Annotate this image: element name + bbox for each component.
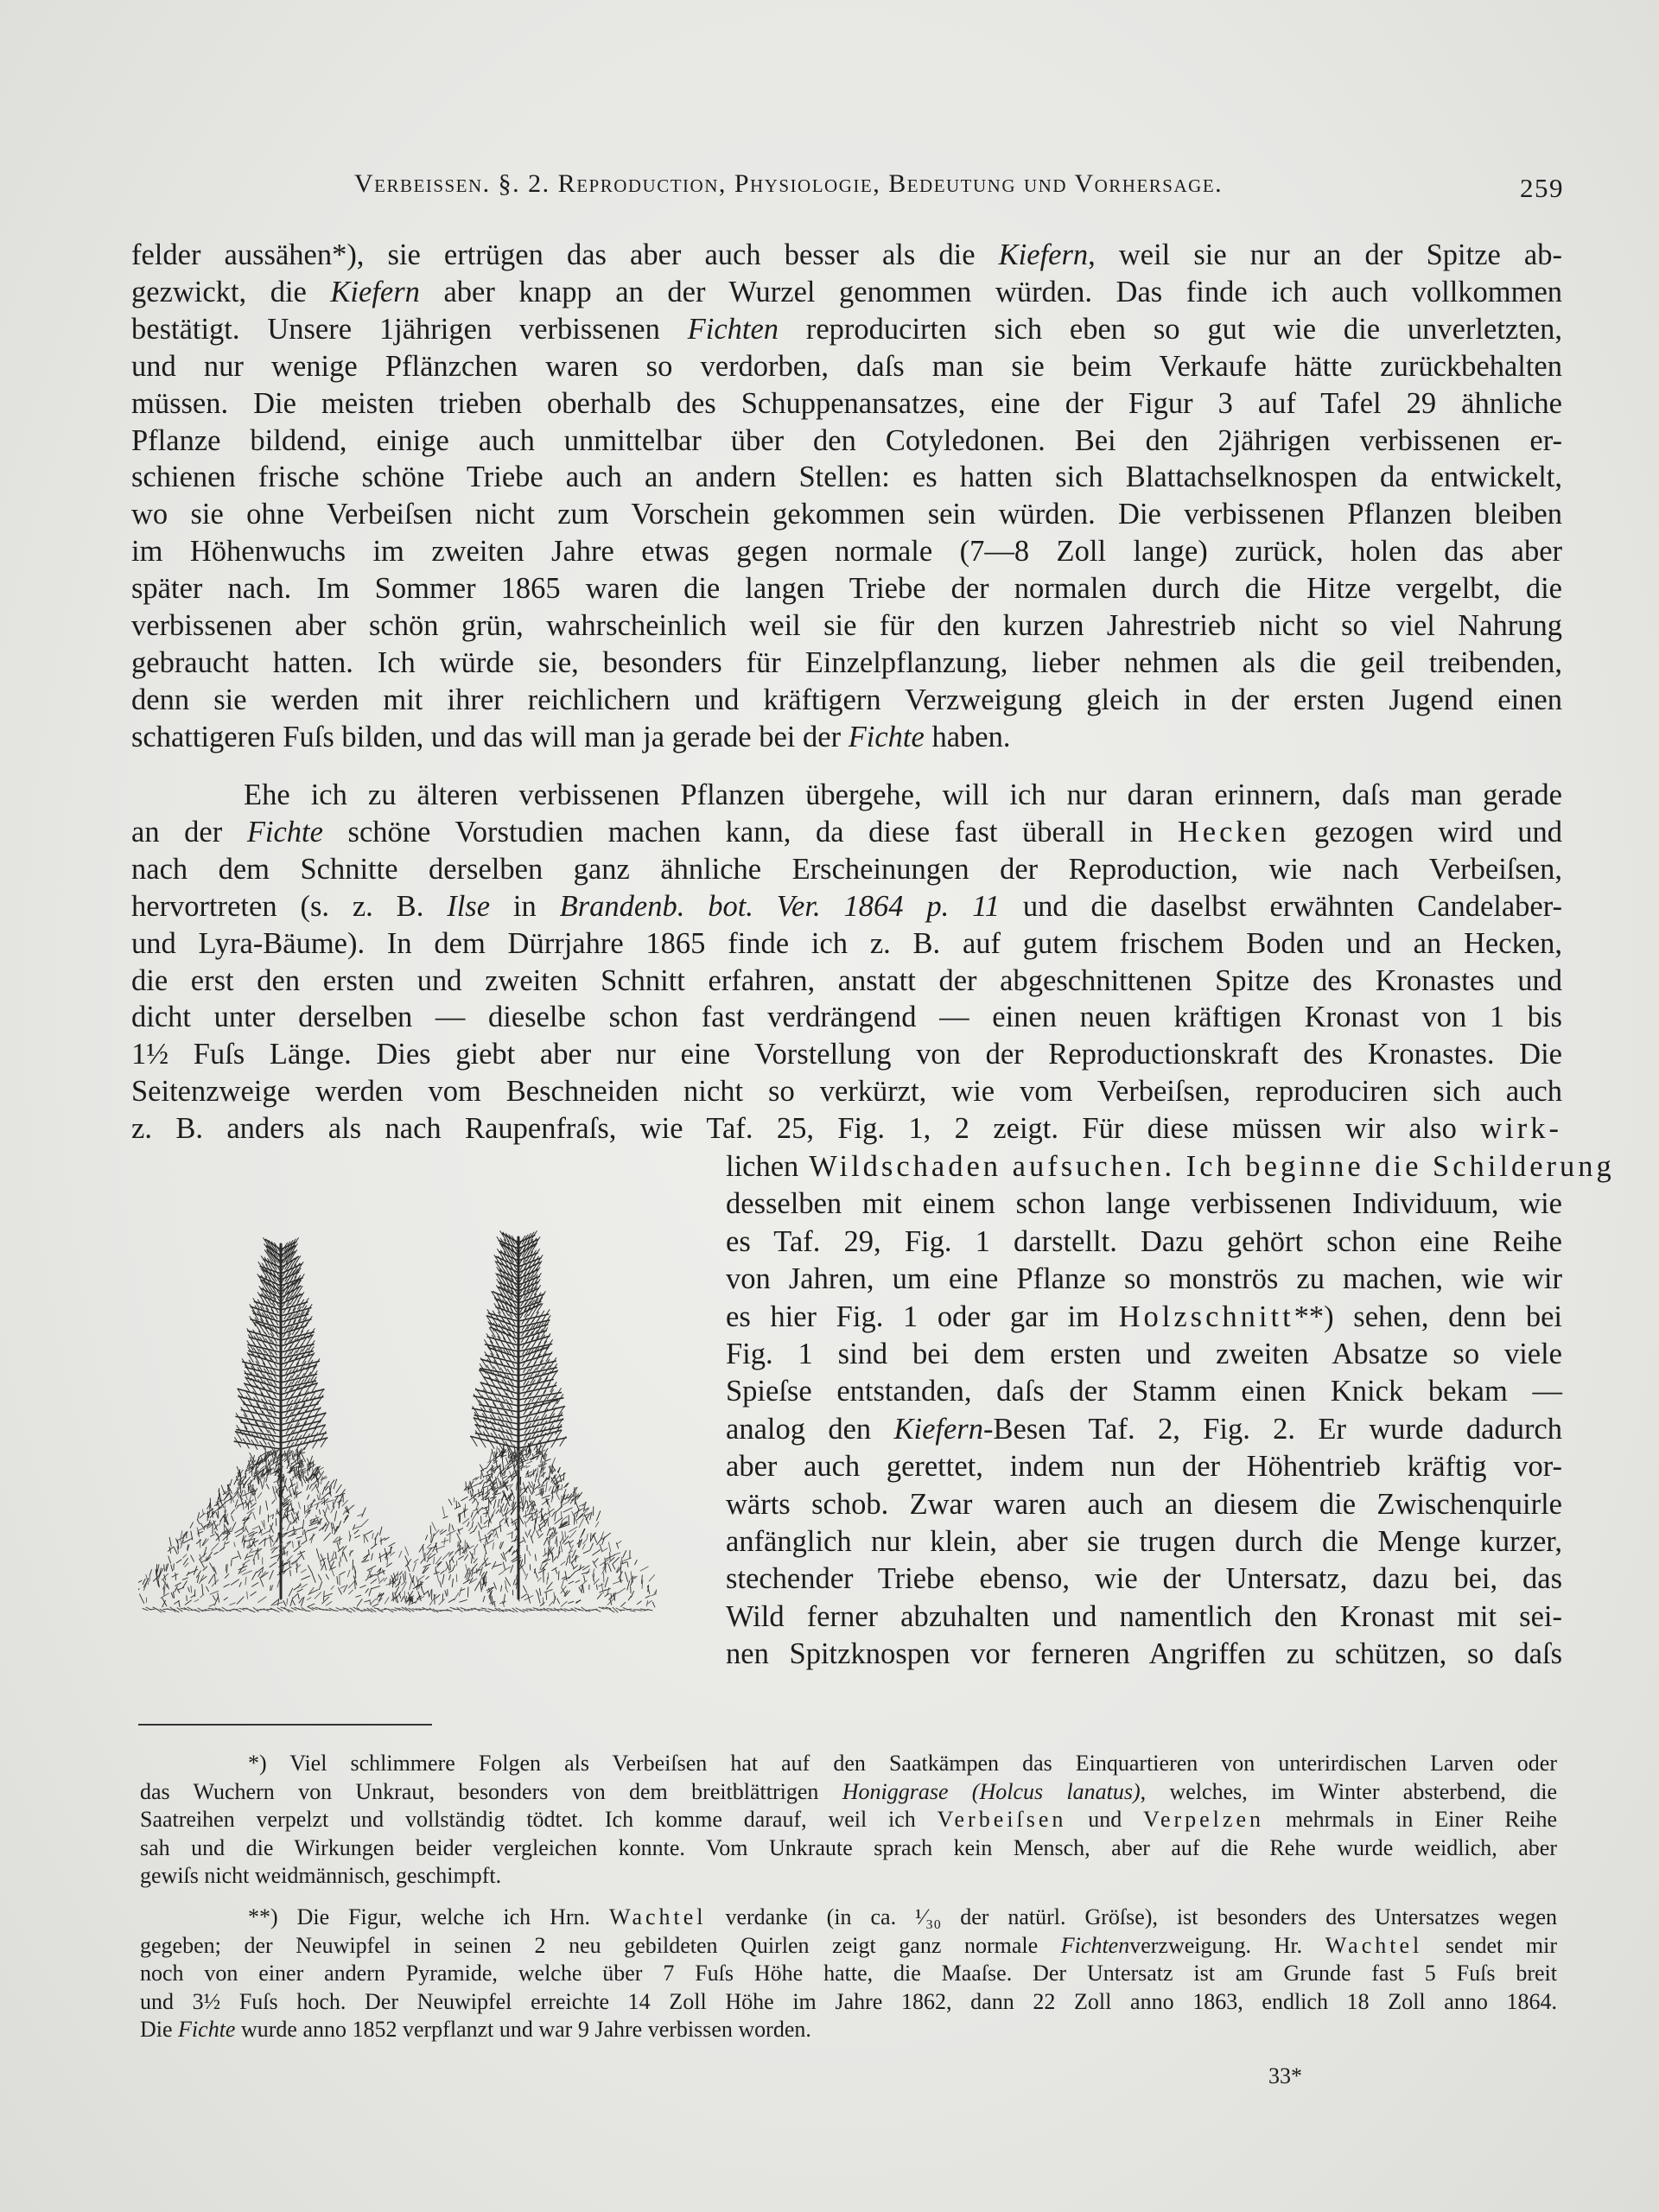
text-run: , welches, im Winter absterbend, die: [1140, 1778, 1558, 1804]
text-run: denn sie werden mit ihrer reichlichern und kräftigern Verzweigung gleich in der ersten Jugend einen: [131, 683, 1562, 716]
text-line: [726, 1186, 1562, 1221]
text-run: lichen: [726, 1150, 799, 1183]
text-run: Fig. 1 sind bei dem ersten und zweiten Absatze so viele: [726, 1338, 1562, 1370]
text-run: schienen frische schöne Triebe auch an andern Stellen: es hatten sich Blattachselknospen da entwickelt,: [131, 461, 1562, 494]
text-run: gegeben; der Neuwipfel in seinen 2 neu gebildeten Quirlen zeigt ganz normale: [140, 1932, 1061, 1958]
text-run: analog den: [726, 1412, 894, 1446]
text-run: gewiſs nicht weidmännisch, geschimpft.: [140, 1863, 502, 1888]
footnote-line: [140, 1835, 1557, 1861]
emphasis: wirk-: [1480, 1112, 1562, 1146]
text-run: -Besen Taf. 2, Fig. 2. Er wurde dadurch: [982, 1412, 1562, 1446]
emphasis: Fichte: [848, 720, 925, 753]
text-run: nach dem Schnitte derselben ganz ähnliche Erscheinungen der Reproduction, wie nach Verbeiſsen,: [131, 852, 1562, 886]
text-run: wärts schob. Zwar waren auch an diesem die Zwischenquirle: [726, 1487, 1562, 1521]
text-run: Wild ferner abzuhalten und namentlich den Kronast mit sei-: [726, 1599, 1562, 1633]
text-line: [131, 386, 1562, 421]
emphasis: Verbeiſsen: [937, 1807, 1067, 1832]
text-run: *) Viel schlimmere Folgen als Verbeiſsen hat auf den Saatkämpen das Einquartieren von unterirdischen Larven oder: [248, 1751, 1557, 1776]
footnote-line: [140, 1961, 1557, 1986]
emphasis: Verpelzen: [1143, 1807, 1264, 1832]
text-line: [131, 497, 1562, 531]
text-line: [131, 608, 1562, 643]
text-run: dicht unter derselben — dieselbe schon fast verdrängend — einen neuen kräftigen Kronast von 1 bis: [131, 1001, 1562, 1034]
emphasis: Kiefern: [330, 275, 420, 308]
text-line: [131, 312, 1562, 346]
text-run: Ehe ich zu älteren verbissenen Pflanzen übergehe, will ich nur daran erinnern, daſs man gerade: [244, 779, 1562, 811]
text-run: aber auch gerettet, indem nun der Höhentrieb kräftig vor-: [726, 1450, 1562, 1484]
text-run: stechender Triebe ebenso, wie der Untersatz, dazu bei, das: [726, 1562, 1562, 1596]
text-run: desselben mit einem schon lange verbissenen Individuum, wie: [726, 1187, 1562, 1221]
footnote-line: [140, 1989, 1557, 2015]
text-line: [131, 889, 1562, 924]
text-line: [131, 534, 1562, 569]
emphasis: Kiefern: [998, 238, 1089, 271]
emphasis: Fichten: [687, 312, 779, 346]
text-line: [726, 1337, 1562, 1371]
text-run: schattigeren Fuſs bilden, und das will man ja gerade bei der: [131, 720, 849, 753]
text-line: [726, 1224, 1562, 1259]
text-run: mehrmals in Einer Reihe: [1263, 1807, 1558, 1832]
text-run: Pflanze bildend, einige auch unmittelbar über den Cotyledonen. Bei den 2jährigen verbissenen er-: [131, 423, 1562, 457]
text-run: nen Spitzknospen vor ferneren Angriffen zu schützen, so daſs: [726, 1637, 1562, 1671]
emphasis: Fichte: [246, 815, 323, 849]
footnote-line: [248, 1751, 1557, 1777]
text-run: und Lyra-Bäume). In dem Dürrjahre 1865 finde ich z. B. auf gutem frischem Boden und an Hecken,: [131, 926, 1562, 960]
text-run: noch von einer andern Pyramide, welche über 7 Fuſs Höhe hatte, die Maaſse. Der Untersatz ist am Grunde fast 5 Fuſs breit: [140, 1961, 1557, 1986]
text-line: [726, 1374, 1562, 1408]
emphasis: Ilse: [447, 889, 491, 923]
emphasis: Hecken: [1177, 815, 1290, 849]
text-line: [726, 1262, 1562, 1296]
text-run: Spieſse entstanden, daſs der Stamm einen Knick bekam —: [726, 1375, 1562, 1408]
text-run: und die daselbst erwähnten Candelaber-: [1000, 889, 1562, 923]
text-line: [131, 852, 1562, 887]
text-line: [726, 1449, 1562, 1484]
text-line: [131, 1111, 1562, 1146]
footnote-rule: [138, 1724, 432, 1726]
text-line: [131, 963, 1562, 998]
text-line: [131, 1037, 1562, 1071]
emphasis: Wildschaden aufsuchen. Ich beginne die Schilderung: [798, 1150, 1615, 1183]
text-line: [726, 1637, 1562, 1671]
text-line: [131, 238, 1562, 272]
text-run: an der: [131, 815, 247, 849]
text-run: in: [490, 889, 560, 923]
footnote-line: [248, 1904, 1557, 1930]
text-line: [726, 1412, 1562, 1446]
text-run: z. B. anders als nach Raupenfraſs, wie Taf. 25, Fig. 1, 2 zeigt. Für diese müssen wir also: [131, 1112, 1481, 1146]
text-line: [726, 1599, 1562, 1634]
footnote-line: [140, 1807, 1557, 1833]
signature-mark: 33*: [1268, 2063, 1302, 2088]
text-run: hervortreten (s. z. B.: [131, 889, 448, 923]
text-line: [726, 1149, 1615, 1184]
text-run: im Höhenwuchs im zweiten Jahre etwas gegen normale (7—8 Zoll lange) zurück, holen das aber: [131, 535, 1562, 569]
text-run: und 3½ Fuſs hoch. Der Neuwipfel erreichte 14 Zoll Höhe im Jahre 1862, dann 22 Zoll anno 1863, endlich 18 Zoll anno 1864.: [140, 1988, 1557, 2014]
text-run: später nach. Im Sommer 1865 waren die langen Triebe der normalen durch die Hitze vergelbt, die: [131, 572, 1562, 606]
text-run: Saatreihen verpelzt und vollständig tödtet. Ich komme darauf, weil ich: [140, 1807, 938, 1832]
running-head: Verbeissen. §. 2. Reproduction, Physiologie, Bedeutung und Vorhersage.: [354, 169, 1224, 198]
page-number: 259: [1520, 173, 1564, 203]
emphasis: Kiefern: [893, 1412, 983, 1446]
emphasis: Brandenb. bot. Ver. 1864 p. 11: [559, 889, 1001, 923]
text-run: anfänglich nur klein, aber sie trugen durch die Menge kurzer,: [726, 1525, 1562, 1558]
footnote-line: [140, 1863, 1557, 1889]
text-run: das Wuchern von Unkraut, besonders von dem breitblättrigen: [140, 1778, 842, 1804]
text-run: gezogen wird und: [1289, 815, 1562, 849]
text-line: [131, 275, 1562, 309]
text-run: wo sie ohne Verbeiſsen nicht zum Vorschein gekommen sein würden. Die verbissenen Pflanzen bleiben: [131, 498, 1562, 531]
footnote-line: [140, 2017, 1557, 2043]
text-run: bestätigt. Unsere 1jährigen verbissenen: [131, 312, 688, 346]
emphasis: Fichten: [1060, 1932, 1130, 1958]
footnote-line: [140, 1933, 1557, 1959]
footnote-line: [140, 1779, 1557, 1805]
spruce-woodcut-figure: [138, 1227, 657, 1633]
text-line: [244, 778, 1562, 812]
text-run: verdanke (in ca. ¹⁄₃₀ der natürl. Gröſse), ist besonders des Untersatzes wegen: [706, 1904, 1557, 1929]
text-run: schöne Vorstudien machen kann, da diese fast überall in: [322, 815, 1178, 849]
text-run: sah und die Wirkungen beider vergleichen konnte. Vom Unkraute sprach kein Mensch, aber auf die Rehe wurde weidlich, aber: [140, 1834, 1557, 1860]
text-line: [131, 423, 1562, 458]
emphasis: Wachtel: [1325, 1932, 1423, 1958]
text-line: [726, 1524, 1562, 1559]
text-line: [131, 926, 1562, 961]
text-run: Die: [140, 2017, 179, 2042]
emphasis: Holzschnitt: [1118, 1300, 1294, 1333]
text-run: es Taf. 29, Fig. 1 darstellt. Dazu gehört schon eine Reihe: [726, 1224, 1562, 1258]
text-run: müssen. Die meisten trieben oberhalb des Schuppenansatzes, eine der Figur 3 auf Tafel 29 ähnliche: [131, 386, 1562, 420]
text-line: [131, 1000, 1562, 1034]
text-line: [131, 683, 1562, 717]
text-run: felder aussähen*), sie ertrügen das aber auch besser als die: [131, 238, 999, 271]
text-run: die erst den ersten und zweiten Schnitt erfahren, anstatt der abgeschnittenen Spitze des Kronastes und: [131, 963, 1562, 997]
text-run: verbissenen aber schön grün, wahrscheinlich weil sie für den kurzen Jahrestrieb nicht so viel Nahrung: [131, 609, 1562, 642]
text-line: [131, 349, 1562, 384]
text-run: es hier Fig. 1 oder gar im: [726, 1300, 1119, 1333]
text-run: haben.: [924, 720, 1011, 753]
text-run: sendet mir: [1422, 1932, 1557, 1958]
emphasis: Honiggrase (Holcus lanatus): [842, 1778, 1141, 1804]
text-run: reproducirten sich eben so gut wie die unverletzten,: [779, 312, 1562, 346]
text-line: [726, 1561, 1562, 1596]
running-header: [354, 166, 1564, 209]
text-line: [131, 645, 1562, 680]
text-line: [131, 571, 1562, 606]
text-run: **) Die Figur, welche ich Hrn.: [248, 1904, 609, 1929]
text-line: [726, 1300, 1562, 1334]
text-line: [131, 720, 1562, 754]
text-run: und nur wenige Pflänzchen waren so verdorben, daſs man sie beim Verkaufe hätte zurückbehalten: [131, 349, 1562, 383]
text-run: 1½ Fuſs Länge. Dies giebt aber nur eine Vorstellung von der Reproductionskraft des Kronastes. Die: [131, 1038, 1562, 1071]
text-line: [726, 1487, 1562, 1522]
text-run: und: [1066, 1807, 1144, 1832]
text-line: [131, 815, 1562, 849]
text-run: Seitenzweige werden vom Beschneiden nicht so verkürzt, wie vom Verbeiſsen, reproduciren sich auch: [131, 1075, 1562, 1109]
emphasis: Wachtel: [608, 1904, 707, 1929]
text-run: aber knapp an der Wurzel genommen würden. Das finde ich auch vollkommen: [419, 275, 1563, 308]
text-run: gebraucht hatten. Ich würde sie, besonders für Einzelpflanzung, lieber nehmen als die geil treibenden,: [131, 645, 1562, 679]
text-run: von Jahren, um eine Pflanze so monströs zu machen, wie wir: [726, 1262, 1562, 1296]
emphasis: Fichte: [178, 2017, 236, 2042]
text-run: **) sehen, denn bei: [1294, 1300, 1562, 1333]
text-run: gezwickt, die: [131, 275, 331, 308]
text-run: wurde anno 1852 verpflanzt und war 9 Jahre verbissen worden.: [235, 2017, 811, 2042]
text-line: [131, 1074, 1562, 1109]
text-run: verzweigung. Hr.: [1129, 1932, 1325, 1958]
text-line: [131, 460, 1562, 494]
text-run: , weil sie nur an der Spitze ab-: [1088, 238, 1562, 271]
